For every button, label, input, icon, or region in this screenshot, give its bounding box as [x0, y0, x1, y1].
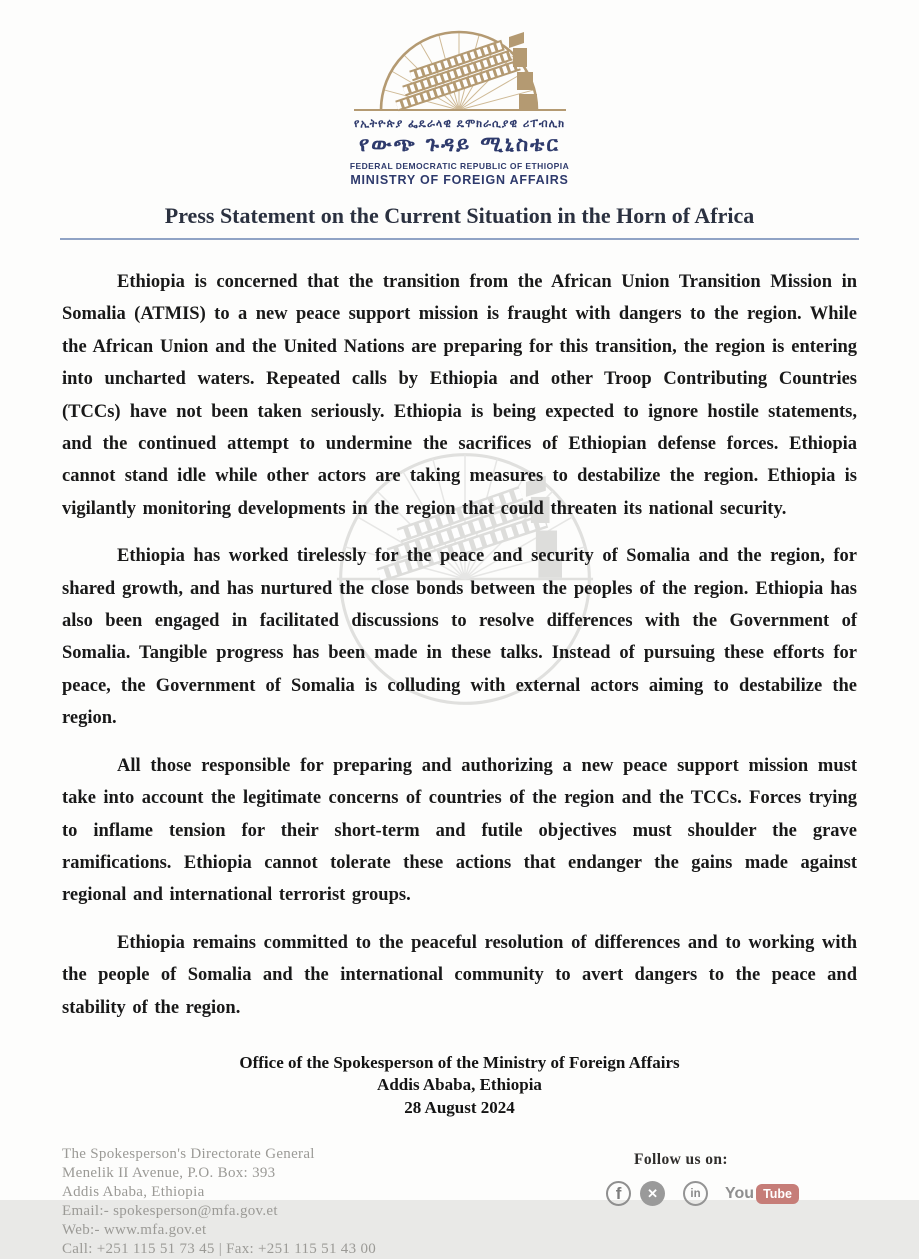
contact-block [62, 1145, 376, 1259]
youtube-you-text: You [725, 1184, 755, 1202]
facebook-icon[interactable]: f [606, 1181, 631, 1206]
contact-email: Email:- spokesperson@mfa.gov.et [62, 1203, 278, 1220]
signoff-location: Addis Ababa, Ethiopia [377, 1075, 542, 1095]
contact-city: Addis Ababa, Ethiopia [62, 1184, 205, 1201]
contact-phone: Call: +251 115 51 73 45 | Fax: +251 115 51 43 00 [62, 1241, 377, 1258]
signoff-block [0, 1052, 919, 1120]
paragraph-4: Ethiopia remains committed to the peaceful resolution of differences and to working with the people of Somalia and the international community to avert dangers to the peace and stability of the region. [62, 932, 857, 1018]
paragraph-1: Ethiopia is concerned that the transition from the African Union Transition Mission in Somalia (ATMIS) to a new peace support mission is fraught with dangers to the region. While the African Union and the United Nations are preparing for this transition, the region is entering into uncharted waters. Repeated calls by Ethiopia and other Troop Contributing Countries (TCCs) have not been taken seriously. Ethiopia is being expected to ignore hostile statements, and the continued attempt to undermine the sacrifices of Ethiopian defense forces. Ethiopia cannot stand idle while other actors are taking measures to destabilize the region. Ethiopia is vigilantly monitoring developments in the region that could threaten its national security. [62, 272, 857, 519]
logo-amharic-large: የውጭ ጉዳይ ሚኒስቴር [359, 132, 560, 156]
letterhead [0, 0, 919, 187]
contact-directorate: The Spokesperson's Directorate General [62, 1146, 315, 1163]
ministry-logo-icon [353, 28, 567, 114]
social-block [606, 1151, 857, 1206]
youtube-icon[interactable] [725, 1184, 799, 1205]
logo-english-ministry: MINISTRY OF FOREIGN AFFAIRS [350, 173, 569, 187]
x-twitter-icon[interactable]: ✕ [640, 1181, 665, 1206]
page-footer [0, 1119, 919, 1259]
logo-amharic-small: የኢትዮጵያ ፌዴራላዊ ዴሞክራሲያዊ ሪፐብሊክ [353, 117, 566, 130]
contact-web: Web:- www.mfa.gov.et [62, 1222, 207, 1239]
linkedin-icon[interactable]: in [683, 1181, 708, 1206]
statement-body [0, 240, 919, 1024]
signoff-office: Office of the Spokesperson of the Ministry of Foreign Affairs [239, 1052, 680, 1072]
logo-english-country: FEDERAL DEMOCRATIC REPUBLIC OF ETHIOPIA [349, 161, 570, 171]
follow-us-label: Follow us on: [634, 1151, 728, 1169]
paragraph-3: All those responsible for preparing and authorizing a new peace support mission must take into account the legitimate concerns of countries of the region and the TCCs. Forces trying to inflame tension for their short-term and futile objectives must shoulder the grave ramifications. Ethiopia cannot tolerate these actions that endanger the gains made against regional and international terrorist groups. [62, 755, 857, 906]
paragraph-2: Ethiopia has worked tirelessly for the peace and security of Somalia and the region, for shared growth, and has nurtured the close bonds between the peoples of the region. Ethiopia has also been engaged in facilitated discussions to resolve differences with the Government of Somalia. Tangible progress has been made in these talks. Instead of pursuing these efforts for peace, the Government of Somalia is colluding with external actors aiming to destabilize the region. [62, 546, 857, 729]
contact-address: Menelik II Avenue, P.O. Box: 393 [62, 1165, 276, 1182]
page-title: Press Statement on the Current Situation in the Horn of Africa [164, 203, 755, 228]
signoff-date: 28 August 2024 [404, 1097, 515, 1117]
youtube-tube-badge: Tube [756, 1184, 799, 1205]
social-icons-row [606, 1181, 799, 1206]
